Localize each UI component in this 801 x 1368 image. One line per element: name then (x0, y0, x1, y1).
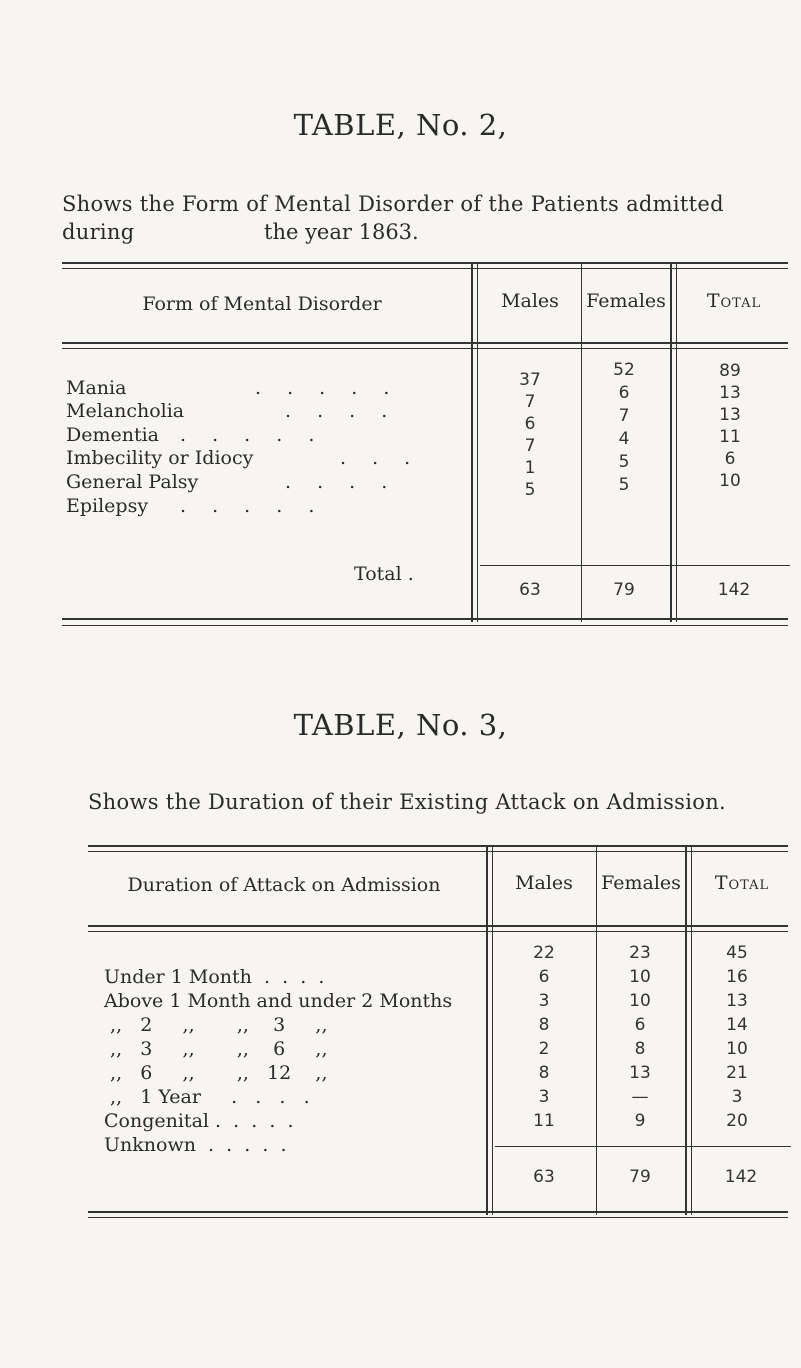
table3-subtitle: Shows the Duration of their Existing Attack on Admission. (88, 790, 726, 814)
table2-cell-males: 37 (519, 370, 541, 390)
table3-cell-females: 10 (629, 991, 651, 1011)
table2-cell-females: 5 (618, 452, 630, 472)
table3-cell-females: 23 (629, 943, 651, 963)
table2-cell-total: 13 (719, 383, 741, 403)
table3-cell-total: 16 (726, 967, 748, 987)
table2-cell-males: 5 (524, 480, 536, 500)
table2-cell-males: 7 (524, 392, 536, 412)
table3-header-females: Females (601, 872, 681, 894)
table2-row-label: Imbecility or Idiocy (66, 447, 254, 469)
table2-cell-total: 10 (719, 471, 741, 491)
table2-row-dots: . . . . (285, 471, 398, 493)
table2-cell-females: 7 (618, 406, 630, 426)
table3-row-label: ,, 1 Year . . . . (104, 1086, 310, 1108)
table2-row-dots: . . . . (285, 400, 398, 422)
table2-row-label: Dementia (66, 424, 160, 446)
table3-cell-males: 3 (538, 991, 550, 1011)
table2-cell-females: 5 (618, 475, 630, 495)
table3-cell-total: 45 (726, 943, 748, 963)
table2-row-label: Epilepsy (66, 495, 149, 517)
table2-total-label: Total . (354, 563, 414, 585)
table2-cell-females: 52 (613, 360, 635, 380)
table3-total-males: 63 (533, 1167, 555, 1187)
table3-cell-males: 8 (538, 1063, 550, 1083)
table2-cell-females: 4 (618, 429, 630, 449)
table3-cell-females: 10 (629, 967, 651, 987)
table3-header-label: Duration of Attack on Admission (127, 874, 441, 896)
table2-row-dots: . . . . . (180, 495, 325, 517)
table2-header-males: Males (501, 290, 559, 312)
table3-cell-females: 8 (634, 1039, 646, 1059)
table2-total-total: 142 (717, 580, 751, 600)
table2-title: TABLE, No. 2, (293, 108, 508, 142)
table3-row-label: ,, 6 ,, ,, 12 ,, (104, 1062, 328, 1084)
table3-header-total: Total (714, 872, 770, 894)
table3-cell-total: 14 (726, 1015, 748, 1035)
table2-row-label: General Palsy (66, 471, 199, 493)
table3-row-label: ,, 2 ,, ,, 3 ,, (104, 1014, 328, 1036)
table2-row-dots: . . . . . (255, 377, 400, 399)
table3-cell-males: 8 (538, 1015, 550, 1035)
table2-cell-total: 6 (724, 449, 736, 469)
table3-row-label: Above 1 Month and under 2 Months (104, 990, 453, 1012)
table2-row-label: Mania (66, 377, 127, 399)
table2-cell-males: 1 (524, 458, 536, 478)
table3-cell-total: 20 (726, 1111, 748, 1131)
table3-cell-total: 13 (726, 991, 748, 1011)
table2-cell-males: 7 (524, 436, 536, 456)
table2-header-females: Females (586, 290, 666, 312)
table2-cell-females: 6 (618, 383, 630, 403)
table3-cell-males: 6 (538, 967, 550, 987)
table3-cell-males: 2 (538, 1039, 550, 1059)
table2-header-total: Total (706, 290, 762, 312)
table2-total-males: 63 (519, 580, 541, 600)
table3-row-label: ,, 3 ,, ,, 6 ,, (104, 1038, 328, 1060)
table2-row-dots: . . . . . (180, 424, 325, 446)
table2-row-dots: . . . (340, 447, 421, 469)
table2-cell-males: 6 (524, 414, 536, 434)
table3-row-label: Under 1 Month . . . . (104, 966, 325, 988)
table3-cell-males: 3 (538, 1087, 550, 1107)
table3-cell-females: 13 (629, 1063, 651, 1083)
table2-row-label: Melancholia (66, 400, 185, 422)
table2-header-label: Form of Mental Disorder (142, 293, 382, 315)
table3-title: TABLE, No. 3, (293, 708, 508, 742)
table3-cell-females: 6 (634, 1015, 646, 1035)
table3-cell-total: 10 (726, 1039, 748, 1059)
table3-cell-females: 9 (634, 1111, 646, 1131)
table3-cell-males: 11 (533, 1111, 555, 1131)
table2-cell-total: 89 (719, 361, 741, 381)
table2-subtitle-line1: Shows the Form of Mental Disorder of the Patients admitted during (62, 192, 724, 244)
table2-cell-total: 13 (719, 405, 741, 425)
table3-total-females: 79 (629, 1167, 651, 1187)
table3-header-males: Males (515, 872, 573, 894)
table3-cell-total: 21 (726, 1063, 748, 1083)
table3-row-label: Congenital . . . . . (104, 1110, 294, 1132)
table2-total-females: 79 (613, 580, 635, 600)
table3-row-label: Unknown . . . . . (104, 1134, 287, 1156)
table3-cell-females: — (631, 1087, 649, 1107)
table3-cell-males: 22 (533, 943, 555, 963)
table2-cell-total: 11 (719, 427, 741, 447)
table3-total-total: 142 (724, 1167, 758, 1187)
table3-cell-total: 3 (731, 1087, 743, 1107)
table2-subtitle-line2: the year 1863. (264, 220, 419, 244)
